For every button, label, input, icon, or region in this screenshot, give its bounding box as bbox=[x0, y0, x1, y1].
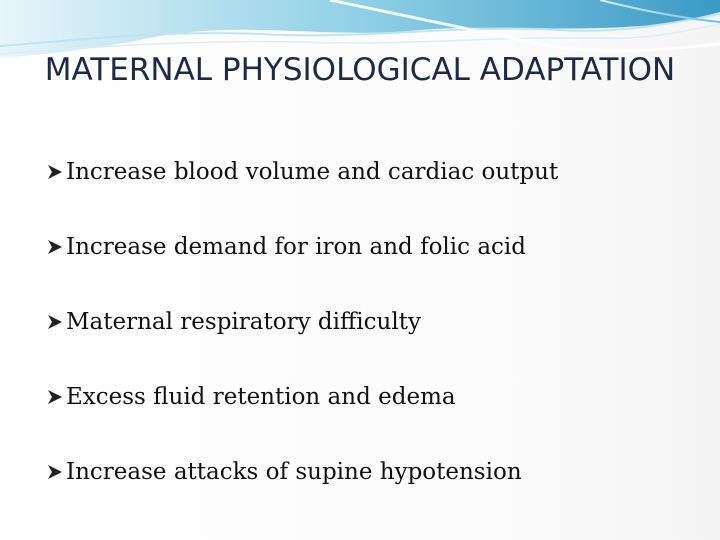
bullet-item bbox=[46, 377, 558, 417]
bullet-text: Maternal respiratory difficulty bbox=[66, 309, 421, 335]
arrowhead-bullet-icon bbox=[46, 313, 64, 331]
arrowhead-bullet-icon bbox=[46, 463, 64, 481]
bullet-list bbox=[46, 152, 558, 527]
bullet-text: Increase attacks of supine hypotension bbox=[66, 459, 522, 485]
bullet-text: Increase blood volume and cardiac output bbox=[66, 159, 559, 185]
arrowhead-bullet-icon bbox=[46, 388, 64, 406]
slide-title: MATERNAL PHYSIOLOGICAL ADAPTATION bbox=[44, 52, 676, 88]
bullet-text: Increase demand for iron and folic acid bbox=[66, 234, 527, 260]
arrowhead-bullet-icon bbox=[46, 238, 64, 256]
bullet-item bbox=[46, 227, 558, 267]
bullet-item bbox=[46, 152, 558, 192]
bullet-item bbox=[46, 302, 558, 342]
bullet-item bbox=[46, 452, 558, 492]
arrowhead-bullet-icon bbox=[46, 163, 64, 181]
bullet-text: Excess fluid retention and edema bbox=[66, 384, 456, 410]
